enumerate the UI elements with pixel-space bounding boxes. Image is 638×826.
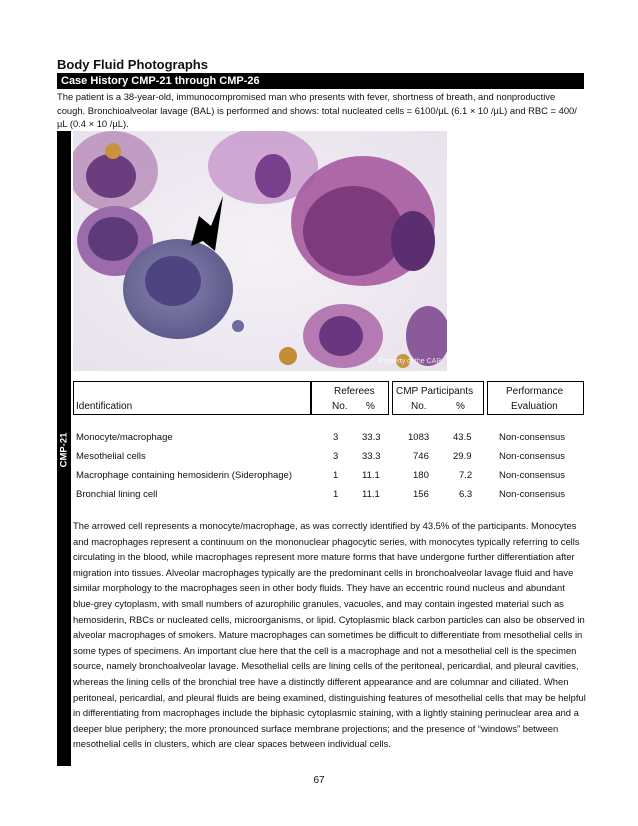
row-2-evaluation: Non-consensus: [499, 451, 566, 462]
row-1-cmp-pct: 43.5: [453, 432, 472, 443]
header-evaluation: Evaluation: [511, 401, 558, 412]
page-title: Body Fluid Photographs: [57, 57, 208, 72]
sidebar-label: [57, 430, 71, 470]
case-history-header: Case History CMP-21 through CMP-26: [57, 73, 584, 89]
header-cmp-pct: %: [456, 401, 465, 412]
row-1-ref-no: 3: [333, 432, 339, 443]
header-referees: Referees: [334, 386, 375, 397]
row-4-ref-no: 1: [333, 489, 339, 500]
row-2-cmp-pct: 29.9: [453, 451, 472, 462]
row-1-ref-pct: 33.3: [362, 432, 381, 443]
row-1-evaluation: Non-consensus: [499, 432, 566, 443]
row-3-ref-no: 1: [333, 470, 339, 481]
header-ref-no: No.: [332, 401, 348, 412]
row-2-ref-pct: 33.3: [362, 451, 381, 462]
row-3-cmp-no: 180: [413, 470, 429, 481]
page-number: 67: [313, 775, 325, 786]
header-identification: Identification: [76, 401, 133, 412]
micrograph-svg: [73, 131, 447, 371]
row-2-ref-no: 3: [333, 451, 339, 462]
row-4-evaluation: Non-consensus: [499, 489, 566, 500]
intro-text: The patient is a 38-year-old, immunocompromised man who presents with fever, shortness of breath, and nonproductive cough. Bronchioalveolar lavage (BAL) is performed and shows: total nucleated cells = 6100/µL (6.1 × 10 /µL) and RBC = 400/µL (0.4 × 10 /µL).: [57, 91, 577, 129]
row-2-cmp-no: 746: [413, 451, 429, 462]
row-4-cmp-pct: 6.3: [459, 489, 473, 500]
row-2-identification: Mesothelial cells: [76, 451, 146, 462]
sidebar-label-text: CMP-21: [58, 432, 70, 468]
header-performance: Performance: [506, 386, 564, 397]
image-watermark: Property of the CAP: [378, 358, 441, 365]
micrograph-image: [73, 131, 447, 371]
row-3-identification: Macrophage containing hemosiderin (Siderophage): [76, 470, 292, 481]
header-ref-pct: %: [366, 401, 375, 412]
header-cmp-no: No.: [411, 401, 427, 412]
row-4-ref-pct: 11.1: [362, 489, 380, 500]
row-3-evaluation: Non-consensus: [499, 470, 566, 481]
discussion-text: The arrowed cell represents a monocyte/macrophage, as was correctly identified by 43.5% of the participants. Monocytes and macrophages represent a continuum on the mononuclear phagocytic series, with monocytes typically referring to cells circulating in the blood, while macrophages represent more mature forms that have undergone further differentiation after migration into tissues. Alveolar macrophages typically are the predominant cells in bronchoalveolar lavage fluid and have similar morphology to the macrophages seen in other body fluids. They have an eccentric round nucleus and abundant blue-grey cytoplasm, with small numbers of azurophilic granules, vacuoles, and may contain ingested material such as hemosiderin, RBCs or nucleated cells, microorganisms, or lipid. Cytoplasmic black carbon particles can also be observed in alveolar macrophages of smokers. Mature macrophages can sometimes be difficult to differentiate from mesothelial cells in some types of specimens. An important clue here that the cell is a macrophage and not a mesothelial cell is the specimen source, namely bronchoalveolar lavage. Mesothelial cells are lining cells of the peritoneal, pericardial, and pleural cavities, whereas the lining cells of the bronchial tree have a distinctly different appearance and are columnar and ciliated. When peritoneal, pericardial, and pleural fluids are being examined, distinguishing features of mesothelial cells that may be helpful in differentiating from macrophages include the biphasic cytoplasmic staining, with a lightly staining perinuclear area and a deeper blue periphery; the more pronounced surface membrane projections; and the presence of “windows” between mesothelial cells in clusters, which are clear spaces between individual cells.: [73, 520, 586, 750]
row-1-cmp-no: 1083: [408, 432, 430, 443]
row-3-ref-pct: 11.1: [362, 470, 380, 481]
row-1-identification: Monocyte/macrophage: [76, 432, 173, 443]
header-cmp: CMP Participants: [396, 386, 474, 397]
row-3-cmp-pct: 7.2: [459, 470, 473, 481]
row-4-identification: Bronchial lining cell: [76, 489, 158, 500]
row-4-cmp-no: 156: [413, 489, 429, 500]
